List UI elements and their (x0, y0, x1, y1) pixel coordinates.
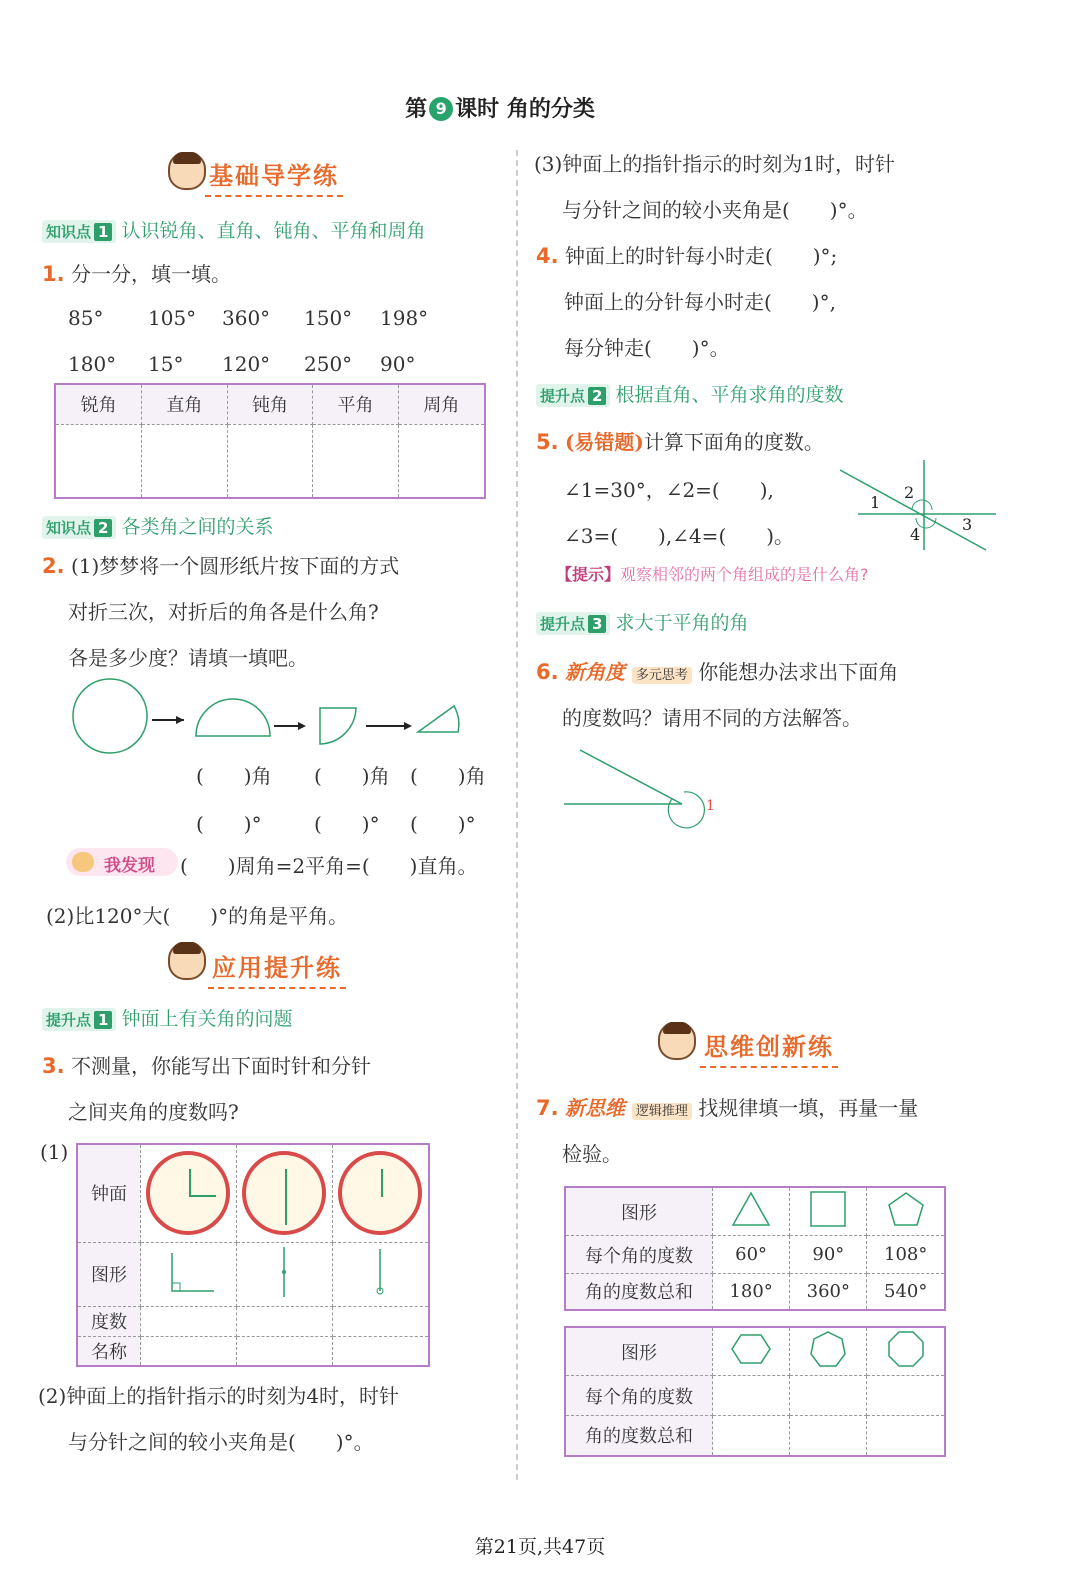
question-3-part-3-line-2: 与分针之间的较小夹角是( )°。 (562, 198, 868, 222)
question-3-part-2-line-2: 与分针之间的较小夹角是( )°。 (68, 1430, 374, 1454)
page-footer: 第21页,共47页 (474, 1536, 606, 1558)
improvement-point-3: 提升点 3 求大于平角的角 (536, 608, 749, 635)
polygon-angle-table-2 (564, 1326, 946, 1457)
answer-cell[interactable] (313, 424, 399, 498)
discover-badge: 我发现 (66, 848, 178, 876)
question-5-line-1: ∠1=30°，∠2=( ), (564, 478, 774, 502)
zero-angle-figure (370, 1245, 390, 1299)
student-face-icon (168, 942, 206, 980)
heptagon-icon (806, 1329, 850, 1369)
row-label-angle-sum: 角的度数总和 (565, 1416, 713, 1456)
row-label-degree: 度数 (77, 1306, 141, 1336)
polygon-angle-table-1 (564, 1186, 946, 1311)
knowledge-point-1: 知识点 1 认识锐角、直角、钝角、平角和周角 (42, 216, 426, 243)
knowledge-point-2: 知识点 2 各类角之间的关系 (42, 512, 274, 539)
reflex-angle-label: 1 (706, 798, 715, 814)
header-round: 周角 (398, 384, 485, 424)
question-6-line-1: 6. 新角度 多元思考 你能想办法求出下面角 (536, 660, 899, 684)
question-3-line-2: 之间夹角的度数吗? (68, 1100, 239, 1124)
angle-values-row-1: 85° 105° 360° 150° 198° (68, 306, 429, 330)
right-angle-figure (158, 1247, 218, 1297)
row-label-angle-sum: 角的度数总和 (565, 1274, 713, 1310)
answer-cell[interactable] (713, 1416, 790, 1456)
question-2-line-3: 各是多少度？请填一填吧。 (68, 646, 308, 670)
question-4-line-2: 钟面上的分针每小时走( )°, (564, 290, 836, 314)
answer-cell[interactable] (867, 1416, 945, 1456)
clock-cell (236, 1144, 332, 1242)
question-2-part-2: (2)比120°大( )°的角是平角。 (46, 904, 349, 928)
question-5: 5. (易错题)计算下面角的度数。 (536, 430, 824, 454)
header-acute: 锐角 (55, 384, 142, 424)
angle-classification-table (54, 383, 486, 499)
explorer-icon (72, 852, 94, 872)
pentagon-icon (884, 1189, 928, 1229)
answer-cell[interactable] (790, 1416, 867, 1456)
answer-cell[interactable] (867, 1376, 945, 1416)
paper-folding-diagram (66, 676, 466, 760)
improvement-point-1: 提升点 1 钟面上有关角的问题 (42, 1004, 293, 1031)
answer-cell[interactable] (55, 424, 142, 498)
answer-cell[interactable] (332, 1336, 429, 1366)
half-circle-shape (196, 699, 270, 736)
row-label-shape: 图形 (565, 1327, 713, 1376)
header-straight: 平角 (313, 384, 399, 424)
row-label-shape: 图形 (77, 1242, 141, 1306)
eighth-circle-shape (418, 706, 459, 732)
improvement-point-2: 提升点 2 根据直角、平角求角的度数 (536, 380, 844, 407)
square-icon (806, 1189, 850, 1229)
angle-label-4: 4 (910, 525, 921, 544)
question-7-line-1: 7. 新思维 逻辑推理 找规律填一填，再量一量 (536, 1096, 919, 1120)
answer-cell[interactable] (236, 1336, 332, 1366)
degree-blanks-row: ( )° ( )° ( )° (196, 812, 476, 836)
row-label-shape: 图形 (565, 1187, 713, 1236)
section-banner-apply: 应用提升练 (208, 948, 346, 989)
question-4-line-3: 每分钟走( )°。 (564, 336, 730, 360)
column-divider (516, 150, 518, 1480)
triangle-icon (729, 1189, 773, 1229)
answer-cell[interactable] (236, 1306, 332, 1336)
student-face-icon (168, 152, 206, 190)
question-2-line-2: 对折三次，对折后的角各是什么角? (68, 600, 379, 624)
answer-cell[interactable] (141, 1306, 237, 1336)
question-6-line-2: 的度数吗？请用不同的方法解答。 (562, 706, 862, 730)
answer-cell[interactable] (332, 1306, 429, 1336)
clock-cell (332, 1144, 429, 1242)
square-sum: 360° (790, 1274, 867, 1310)
question-3-part-3-line-1: (3)钟面上的指针指示的时刻为1时，时针 (534, 152, 896, 176)
row-label-name: 名称 (77, 1336, 141, 1366)
intersecting-lines-diagram (836, 458, 1006, 558)
answer-cell[interactable] (142, 424, 228, 498)
lesson-number: 9 (429, 97, 453, 121)
reflex-angle-diagram (560, 744, 730, 834)
angle-values-row-2: 180° 15° 120° 250° 90° (68, 352, 416, 376)
row-label-clock: 钟面 (77, 1144, 141, 1242)
pentagon-angle: 108° (867, 1236, 945, 1274)
header-right: 直角 (142, 384, 228, 424)
question-1: 1. 分一分，填一填。 (42, 262, 231, 286)
question-5-line-2: ∠3=( ),∠4=( )。 (564, 524, 795, 548)
row-label-each-angle: 每个角的度数 (565, 1376, 713, 1416)
angle-label-1: 1 (870, 493, 881, 512)
clock-cell (141, 1144, 237, 1242)
section-banner-basic: 基础导学练 (205, 156, 343, 197)
question-3-part-2-line-1: (2)钟面上的指针指示的时刻为4时，时针 (38, 1384, 400, 1408)
clock-angle-table (76, 1143, 430, 1367)
square-angle: 90° (790, 1236, 867, 1274)
quarter-circle-shape (320, 708, 356, 744)
question-3-line-1: 3. 不测量，你能写出下面时针和分针 (42, 1054, 371, 1078)
straight-angle-figure (274, 1245, 294, 1299)
page-title: 第 9 课时 角的分类 (405, 97, 595, 122)
answer-cell[interactable] (227, 424, 313, 498)
question-3-part-1-label: (1) (40, 1140, 69, 1164)
triangle-sum: 180° (713, 1274, 790, 1310)
clock-6-oclock-icon (242, 1151, 326, 1235)
answer-cell[interactable] (141, 1336, 237, 1366)
discover-text: ( )周角=2平角=( )直角。 (180, 854, 478, 878)
header-obtuse: 钝角 (227, 384, 313, 424)
angle-blanks-row: ( )角 ( )角 ( )角 (196, 764, 486, 788)
answer-cell[interactable] (790, 1376, 867, 1416)
clock-3-oclock-icon (146, 1151, 230, 1235)
section-banner-creative: 思维创新练 (700, 1027, 838, 1068)
student-face-icon (658, 1022, 696, 1060)
circle-shape (73, 679, 147, 753)
hexagon-icon (729, 1329, 773, 1369)
octagon-icon (884, 1329, 928, 1369)
answer-cell[interactable] (713, 1376, 790, 1416)
angle-label-2: 2 (904, 483, 915, 502)
pentagon-sum: 540° (867, 1274, 945, 1310)
clock-12-oclock-icon (338, 1151, 422, 1235)
question-4-line-1: 4. 钟面上的时针每小时走( )°; (536, 244, 838, 268)
angle-label-3: 3 (962, 515, 973, 534)
triangle-angle: 60° (713, 1236, 790, 1274)
hint: 【提示】观察相邻的两个角组成的是什么角? (556, 565, 869, 584)
row-label-each-angle: 每个角的度数 (565, 1236, 713, 1274)
question-7-line-2: 检验。 (562, 1142, 622, 1166)
question-2-line-1: 2. (1)梦梦将一个圆形纸片按下面的方式 (42, 554, 400, 578)
answer-cell[interactable] (398, 424, 485, 498)
